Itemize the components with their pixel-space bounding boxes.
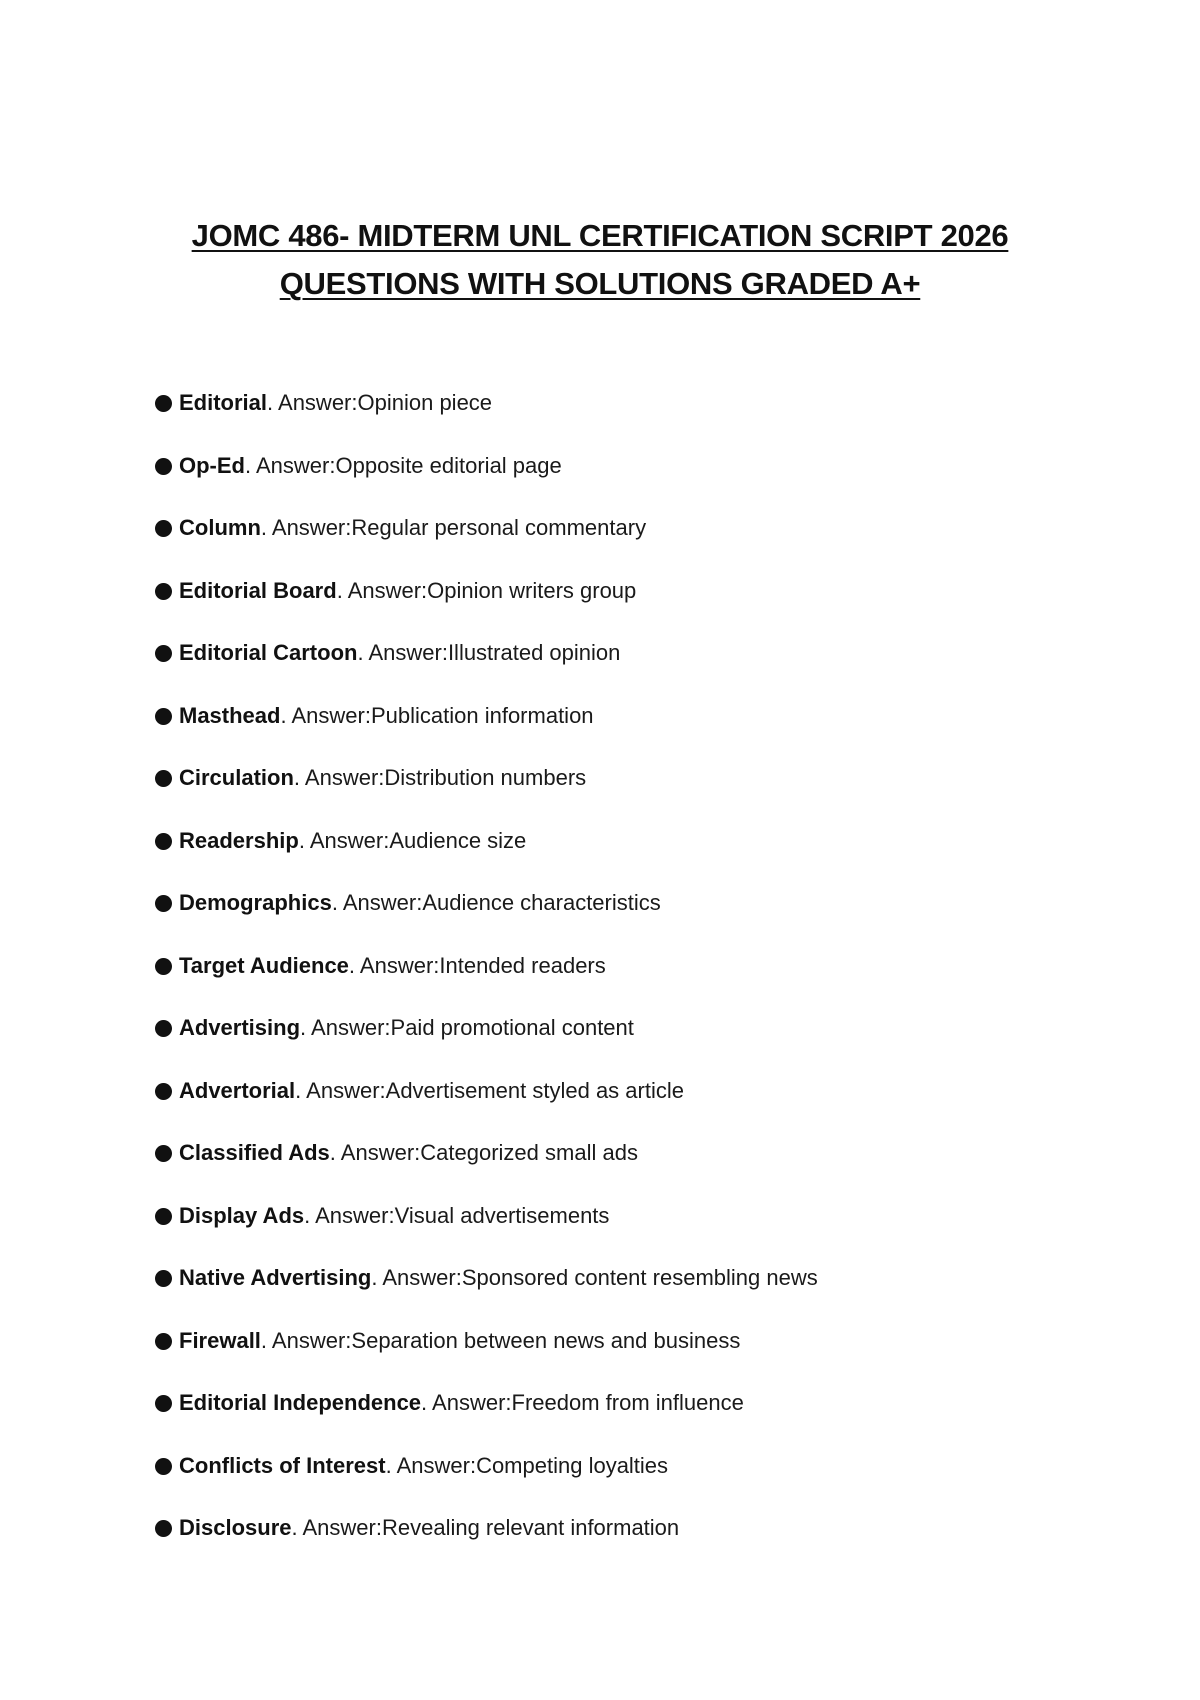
bullet-icon — [155, 1020, 172, 1037]
qa-separator: . Answer: — [298, 827, 390, 853]
qa-answer: Competing loyalties — [476, 1452, 669, 1478]
qa-separator: . Answer: — [300, 1015, 391, 1040]
qa-item — [155, 1390, 818, 1453]
document-title — [100, 212, 1100, 308]
qa-separator: . Answer: — [260, 515, 352, 540]
qa-item — [155, 1515, 818, 1578]
qa-separator: . Answer: — [291, 1515, 382, 1540]
qa-answer: Regular personal commentary — [351, 515, 647, 540]
qa-term: Advertorial — [179, 1077, 296, 1103]
qa-term: Advertising — [179, 1015, 301, 1040]
qa-answer: Opinion writers group — [427, 577, 637, 603]
bullet-icon — [155, 1520, 172, 1537]
qa-term: Target Audience — [179, 952, 349, 978]
bullet-icon — [155, 520, 172, 537]
qa-item — [155, 1328, 818, 1391]
qa-separator: . Answer: — [385, 1452, 477, 1478]
qa-item — [155, 1203, 818, 1266]
qa-item — [155, 828, 818, 891]
bullet-icon — [155, 895, 172, 912]
qa-separator: . Answer: — [357, 640, 448, 665]
qa-term: Op-Ed — [179, 452, 245, 478]
qa-term: Conflicts of Interest — [179, 1452, 386, 1478]
qa-term: Column — [179, 515, 261, 540]
bullet-icon — [155, 583, 172, 600]
qa-separator: . Answer: — [348, 952, 440, 978]
qa-item — [155, 453, 818, 516]
qa-answer: Illustrated opinion — [447, 640, 621, 665]
bullet-icon — [155, 708, 172, 725]
qa-term: Disclosure — [179, 1515, 292, 1540]
qa-separator: . Answer: — [245, 452, 336, 478]
bullet-icon — [155, 458, 172, 475]
qa-term: Demographics — [179, 890, 332, 915]
qa-item — [155, 953, 818, 1016]
qa-separator: . Answer: — [280, 702, 371, 728]
qa-term: Circulation — [179, 765, 294, 790]
qa-item — [155, 578, 818, 641]
qa-answer: Publication information — [370, 702, 594, 728]
qa-term: Editorial Cartoon — [179, 640, 358, 665]
qa-answer: Categorized small ads — [420, 1140, 638, 1165]
qa-answer: Audience size — [389, 827, 527, 853]
qa-item — [155, 1078, 818, 1141]
qa-item — [155, 390, 818, 453]
bullet-icon — [155, 645, 172, 662]
qa-answer: Visual advertisements — [394, 1202, 610, 1228]
qa-answer: Paid promotional content — [390, 1015, 634, 1040]
qa-list — [155, 390, 818, 1578]
qa-separator: . Answer: — [304, 1202, 395, 1228]
qa-answer: Freedom from influence — [511, 1390, 744, 1415]
qa-separator: . Answer: — [267, 390, 358, 415]
qa-separator: . Answer: — [295, 1077, 386, 1103]
title-line-2: QUESTIONS WITH SOLUTIONS GRADED A+ — [279, 266, 921, 301]
bullet-icon — [155, 833, 172, 850]
qa-answer: Audience characteristics — [422, 890, 661, 915]
qa-term: Editorial — [179, 390, 268, 415]
bullet-icon — [155, 1083, 172, 1100]
qa-separator: . Answer: — [260, 1327, 352, 1353]
bullet-icon — [155, 770, 172, 787]
bullet-icon — [155, 1395, 172, 1412]
qa-term: Readership — [179, 827, 299, 853]
bullet-icon — [155, 1208, 172, 1225]
qa-answer: Distribution numbers — [384, 765, 587, 790]
qa-item — [155, 1015, 818, 1078]
qa-item — [155, 703, 818, 766]
qa-answer: Opposite editorial page — [335, 452, 562, 478]
qa-answer: Opinion piece — [357, 390, 493, 415]
qa-item — [155, 1265, 818, 1328]
qa-item — [155, 640, 818, 703]
bullet-icon — [155, 958, 172, 975]
qa-term: Editorial Board — [179, 577, 337, 603]
qa-term: Display Ads — [179, 1202, 305, 1228]
qa-answer: Advertisement styled as article — [385, 1077, 684, 1103]
qa-separator: . Answer: — [371, 1265, 462, 1290]
qa-answer: Revealing relevant information — [381, 1515, 680, 1540]
qa-separator: . Answer: — [421, 1390, 512, 1415]
qa-separator: . Answer: — [331, 890, 423, 915]
qa-term: Masthead — [179, 702, 281, 728]
qa-answer: Intended readers — [439, 952, 606, 978]
qa-answer: Sponsored content resembling news — [461, 1265, 818, 1290]
qa-item — [155, 890, 818, 953]
bullet-icon — [155, 1145, 172, 1162]
qa-item — [155, 515, 818, 578]
qa-answer: Separation between news and business — [351, 1327, 741, 1353]
bullet-icon — [155, 1333, 172, 1350]
qa-separator: . Answer: — [329, 1140, 421, 1165]
title-line-1: JOMC 486- MIDTERM UNL CERTIFICATION SCRIPT 2026 — [191, 218, 1009, 253]
bullet-icon — [155, 395, 172, 412]
qa-term: Classified Ads — [179, 1140, 330, 1165]
qa-separator: . Answer: — [336, 577, 428, 603]
qa-term: Editorial Independence — [179, 1390, 422, 1415]
qa-term: Native Advertising — [179, 1265, 372, 1290]
qa-term: Firewall — [179, 1327, 261, 1353]
bullet-icon — [155, 1458, 172, 1475]
qa-item — [155, 1140, 818, 1203]
bullet-icon — [155, 1270, 172, 1287]
qa-item — [155, 765, 818, 828]
qa-item — [155, 1453, 818, 1516]
qa-separator: . Answer: — [293, 765, 385, 790]
